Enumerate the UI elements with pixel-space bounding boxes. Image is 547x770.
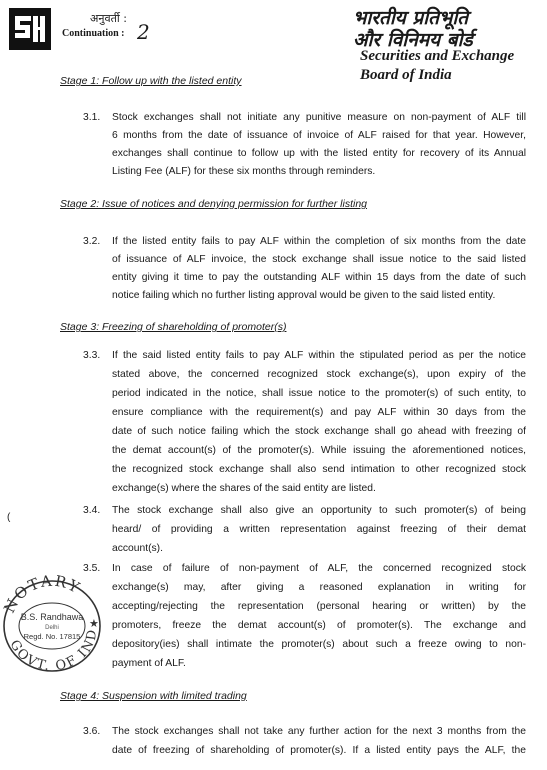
para-number: 3.4. xyxy=(83,505,101,516)
margin-mark: ( xyxy=(7,512,11,523)
para-line: accepting/rejecting the representation (personal hearing or written) by the xyxy=(112,601,526,612)
continuation-label: Continuation : xyxy=(62,28,125,39)
stage-2-heading: Stage 2: Issue of notices and denying permission for further listing xyxy=(60,198,368,210)
stamp-regd: Regd. No. 17815 xyxy=(23,632,81,641)
stamp-star-icon: ★ xyxy=(89,617,99,630)
para-line: the demat account(s) of the promoter(s). While issuing the aforementioned notices, xyxy=(112,445,526,456)
notary-stamp xyxy=(0,572,110,677)
stamp-top-text: NOTARY xyxy=(0,572,84,616)
stage-1-heading: Stage 1: Follow up with the listed entity xyxy=(60,75,242,87)
para-number: 3.2. xyxy=(83,236,101,247)
para-line: Listing Fee (ALF) for these six months through reminders. xyxy=(112,166,376,177)
para-line: exchange(s) where the shares of the said entity are listed. xyxy=(112,483,376,494)
org-name-english-2: Board of India xyxy=(360,67,452,83)
para-number: 3.1. xyxy=(83,112,101,123)
para-line: payment of ALF. xyxy=(112,658,186,669)
para-line: period indicated in the notice, shall issue notice to the promoter(s) of such entity, to xyxy=(112,388,526,399)
stamp-city: Delhi xyxy=(45,625,59,631)
para-line: of issuance of ALF invoice, the stock exchange shall issue notice to the said listed xyxy=(112,254,526,265)
para-line: depository(ies) shall intimate the promoter(s) about such a freeze owing to non- xyxy=(112,639,526,650)
para-line: exchanges shall continue to follow up with the listed entity for recovery of its Annual xyxy=(112,148,526,159)
para-line: notice failing which no further listing approval would be given to the said listed entity. xyxy=(112,290,496,301)
org-name-hindi-2: और विनिमय बोर्ड xyxy=(353,29,473,51)
sebi-logo xyxy=(9,8,51,50)
para-line: The stock exchange shall also give an opportunity to such promoter(s) of being xyxy=(112,505,526,516)
para-line: date of such notice failing which the stock exchange shall go ahead with freezing of xyxy=(112,426,526,437)
para-number: 3.5. xyxy=(83,563,101,574)
para-line: 6 months from the date of issuance of invoice of ALF raised for that year. However, xyxy=(112,130,526,141)
para-line: promoters, freeze the demat account(s) of promoter(s). The exchange and xyxy=(112,620,526,631)
para-line: account(s). xyxy=(112,543,163,554)
para-number: 3.3. xyxy=(83,350,101,361)
para-number: 3.6. xyxy=(83,726,101,737)
para-line: date of freezing of shareholding of promoter(s). If a listed entity pays the ALF, the xyxy=(112,745,526,756)
stage-4-heading: Stage 4: Suspension with limited trading xyxy=(60,690,247,702)
continuation-hindi: अनुवर्ती : xyxy=(90,12,127,25)
para-line: exchange(s) may, after giving a reasoned explanation in writing for xyxy=(112,582,526,593)
para-line: The stock exchanges shall not take any further action for the next 3 months from the xyxy=(112,726,526,737)
para-line: Stock exchanges shall not initiate any punitive measure on non-payment of ALF till xyxy=(112,112,526,123)
stamp-name: B.S. Randhawa xyxy=(20,612,84,622)
para-line: entity giving it time to pay the outstanding ALF within 15 days from the date of such xyxy=(112,272,526,283)
org-name-english-1: Securities and Exchange xyxy=(360,48,515,64)
para-line: ensure compliance with the requirement(s) and pay ALF within 30 days from the xyxy=(112,407,526,418)
stage-3-heading: Stage 3: Freezing of shareholding of promoter(s) xyxy=(60,321,287,333)
para-line: If the listed entity fails to pay ALF within the completion of six months from the date xyxy=(112,236,526,247)
para-line: If the said listed entity fails to pay ALF within the stipulated period as per the notice xyxy=(112,350,526,361)
para-line: the recognized stock exchange shall also send intimation to other recognized stock xyxy=(112,464,526,475)
org-name-hindi-1: भारतीय प्रतिभूति xyxy=(353,7,469,29)
continuation-number: 2 xyxy=(137,20,150,44)
para-line: In case of failure of non-payment of ALF, the concerned recognized stock xyxy=(112,563,526,574)
stamp-bottom-text: GOVT. OF IND xyxy=(6,627,101,675)
para-line: heard/ of providing a written representation against freezing of their demat xyxy=(112,524,526,535)
para-line: stated above, the concerned recognized stock exchange(s), upon expiry of the xyxy=(112,369,526,380)
